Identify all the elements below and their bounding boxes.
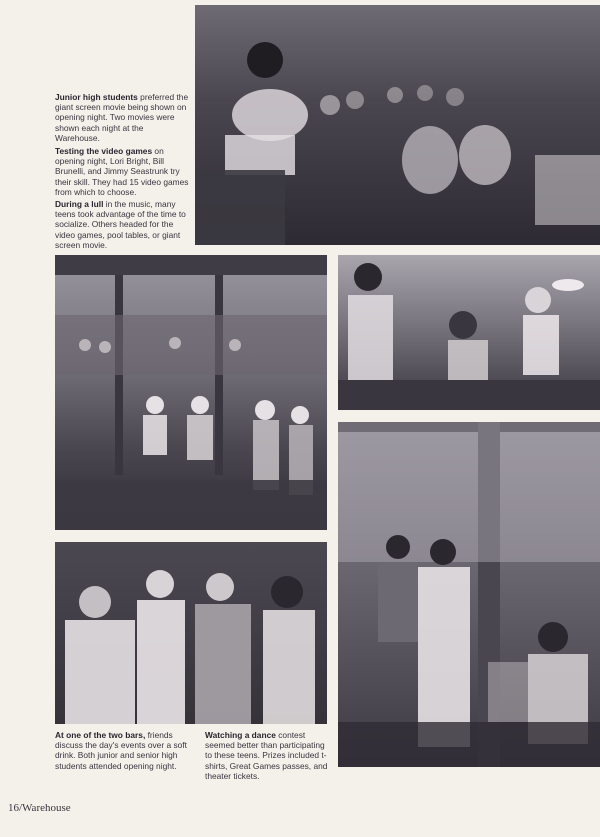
page-folio: 16/Warehouse: [8, 802, 71, 814]
photo-movie-audience: [195, 5, 600, 245]
photo-crowd-socializing: [55, 255, 327, 530]
caption-lull: During a lull in the music, many teens took advantage of the time to socialize. Others headed for the video games, pool tables, or giant screen movie.: [55, 199, 186, 250]
caption-junior-high: Junior high students preferred the giant screen movie being shown on opening night. Two movies were shown each night at the Warehouse.: [55, 92, 189, 143]
caption-bars: At one of the two bars, friends discuss the day's events over a soft drink. Both junior and senior high students attended opening night.: [55, 730, 187, 771]
photo-video-games: [338, 255, 600, 410]
photo-bar-friends: [55, 542, 327, 724]
photo-dance-contest: [338, 422, 600, 767]
caption-dance: Watching a dance contest seemed better than participating to these teens. Prizes included t-shirts, Great Games passes, and theater tickets.: [205, 730, 328, 781]
caption-video-games: Testing the video games on opening night, Lori Bright, Bill Brunelli, and Jimmy Seastrunk try their skill. They had 15 video games from which to choose.: [55, 146, 189, 197]
